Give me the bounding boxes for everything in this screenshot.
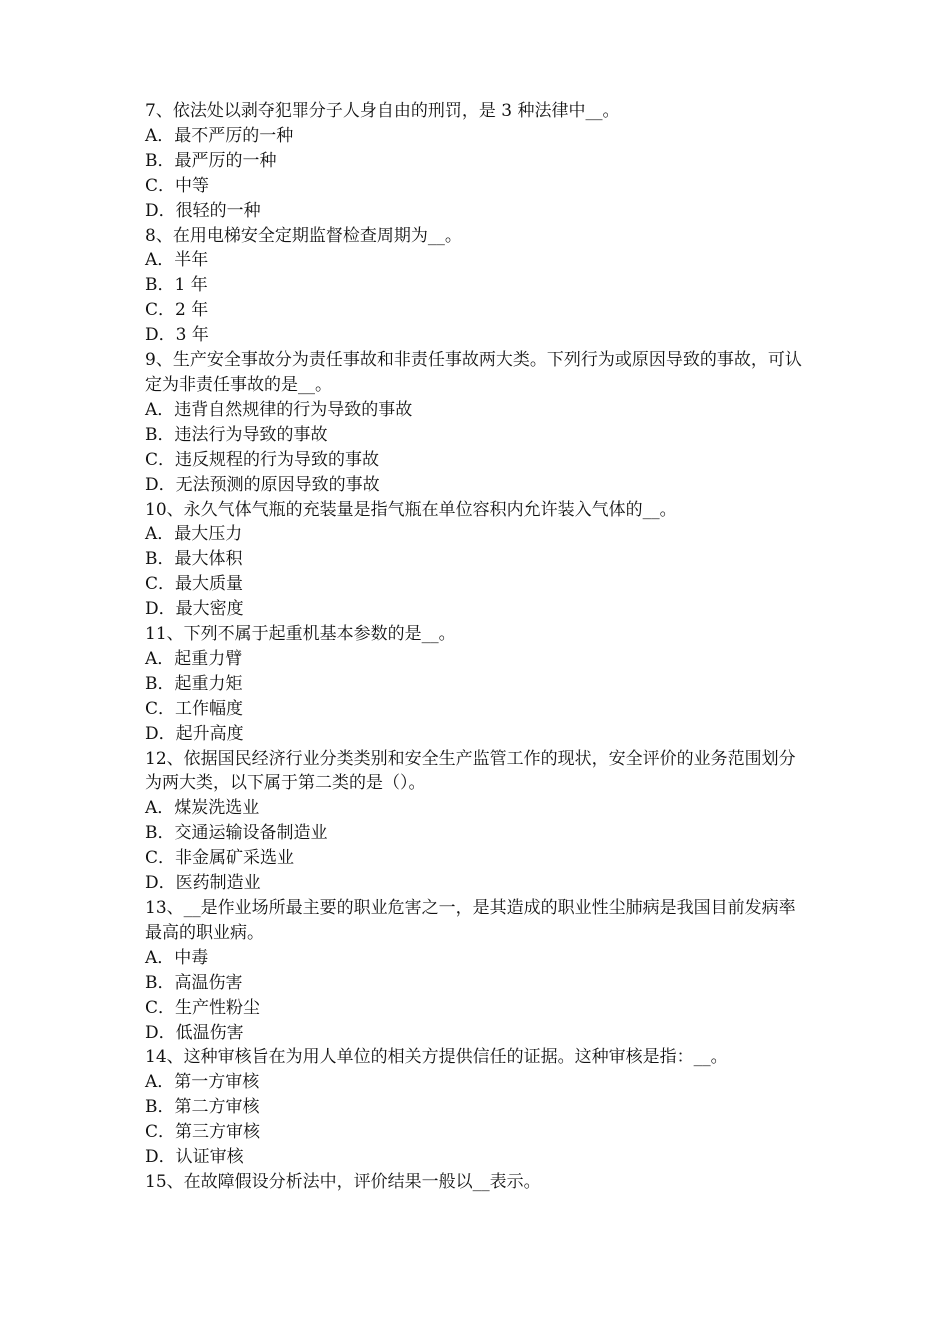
question-stem: 12、依据国民经济行业分类类别和安全生产监管工作的现状，安全评价的业务范围划分为两大类，以下属于第二类的是（）。 xyxy=(145,748,796,794)
answer-option: B．起重力矩 xyxy=(145,673,243,694)
answer-option: B．最大体积 xyxy=(145,549,243,570)
answer-option: D．3 年 xyxy=(145,325,209,346)
answer-option: B．最严厉的一种 xyxy=(145,150,277,171)
answer-option: C．中等 xyxy=(145,175,210,196)
answer-option: C．第三方审核 xyxy=(145,1122,261,1143)
answer-option: A．最不严厉的一种 xyxy=(145,125,294,146)
answer-option: C．工作幅度 xyxy=(145,698,244,719)
answer-option: D．无法预测的原因导致的事故 xyxy=(145,474,380,495)
answer-option: B．交通运输设备制造业 xyxy=(145,823,328,844)
answer-option: B．违法行为导致的事故 xyxy=(145,424,328,445)
answer-option: A．第一方审核 xyxy=(145,1072,260,1093)
question-block xyxy=(145,99,810,224)
question-block xyxy=(145,498,810,623)
answer-option: A．中毒 xyxy=(145,947,209,968)
question-stem: 8、在用电梯安全定期监督检查周期为__。 xyxy=(145,225,462,246)
question-block xyxy=(145,224,810,349)
answer-option: D．认证审核 xyxy=(145,1147,244,1168)
question-stem: 13、__是作业场所最主要的职业危害之一，是其造成的职业性尘肺病是我国目前发病率最高的职业病。 xyxy=(145,898,796,943)
answer-option: A．起重力臂 xyxy=(145,648,243,669)
question-stem: 9、生产安全事故分为责任事故和非责任事故两大类。下列行为或原因导致的事故，可认定为非责任事故的是__。 xyxy=(145,350,802,395)
answer-option: C．非金属矿采选业 xyxy=(145,848,295,869)
answer-option: D．很轻的一种 xyxy=(145,200,261,221)
answer-option: D．起升高度 xyxy=(145,723,244,744)
answer-option: C．最大质量 xyxy=(145,574,244,595)
answer-option: A．煤炭洗选业 xyxy=(145,798,260,819)
question-block xyxy=(145,1170,810,1195)
answer-option: C．违反规程的行为导致的事故 xyxy=(145,449,380,470)
question-block xyxy=(145,1045,810,1170)
question-block xyxy=(145,747,810,896)
answer-option: A．最大压力 xyxy=(145,524,243,545)
question-stem: 10、永久气体气瓶的充装量是指气瓶在单位容积内允许装入气体的__。 xyxy=(145,499,677,520)
answer-option: D．最大密度 xyxy=(145,599,244,620)
answer-option: D．医药制造业 xyxy=(145,873,261,894)
question-block xyxy=(145,622,810,747)
document-page xyxy=(145,99,810,1195)
answer-option: B．高温伤害 xyxy=(145,972,243,993)
question-stem: 7、依法处以剥夺犯罪分子人身自由的刑罚，是 3 种法律中__。 xyxy=(145,101,620,121)
answer-option: A．违背自然规律的行为导致的事故 xyxy=(145,399,413,420)
question-block xyxy=(145,896,810,1045)
answer-option: C．生产性粉尘 xyxy=(145,997,261,1018)
answer-option: C．2 年 xyxy=(145,300,209,321)
question-stem: 11、下列不属于起重机基本参数的是__。 xyxy=(145,624,456,645)
answer-option: A．半年 xyxy=(145,250,209,271)
question-stem: 15、在故障假设分析法中，评价结果一般以__表示。 xyxy=(145,1171,541,1192)
question-stem: 14、这种审核旨在为用人单位的相关方提供信任的证据。这种审核是指：__。 xyxy=(145,1047,728,1068)
answer-option: B．第二方审核 xyxy=(145,1097,260,1118)
answer-option: D．低温伤害 xyxy=(145,1022,244,1043)
question-block xyxy=(145,348,810,497)
answer-option: B．1 年 xyxy=(145,275,208,296)
